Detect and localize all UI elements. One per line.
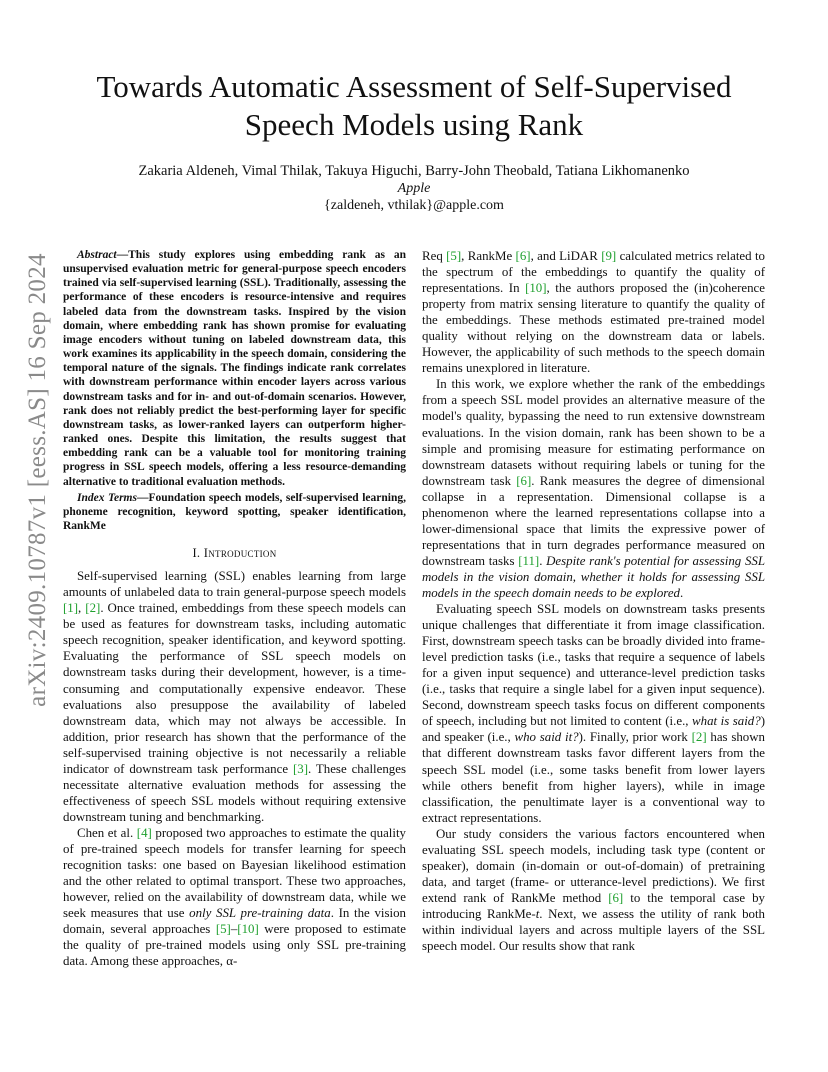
intro-paragraph-4: In this work, we explore whether the rank of the embeddings from a speech SSL model provides an alternative measure of the model's quality, bypassing the need to run extensive downstream evaluations. In the vision domain, rank has been shown to be a simple and promising measure for estimating performance on downstream datasets without requiring labels or tuning for the downstream task [6]. Rank measures the degree of dimensional collapse in a representation. Dimensional collapse is a phenomenon where the learned representations collapse into a lower-dimensional space that limits the expressive power of representations that in turn degrades performance measured on downstream tasks [11]. Despite rank's potential for assessing SSL models in the vision domain, whether it holds for assessing SSL models in the speech domain needs to be explored. [422,377,766,600]
author-email: {zaldeneh, vthilak}@apple.com [324,198,504,213]
index-terms-label: Index Terms [77,491,137,504]
citation-link[interactable]: [6] [515,249,531,263]
intro-paragraph-5: Evaluating speech SSL models on downstream tasks presents unique challenges that differentiate it from image classification. First, downstream speech tasks can be broadly divided into frame-level prediction tasks (i.e., tasks that require a sequence of labels for a given input sequence) and utterance-level prediction tasks (i.e., tasks that require a single label for a given input sequence). Second, downstream speech tasks focus on different components of speech, including but not limited to content (i.e., what is said?) and speaker (i.e., who said it?). Finally, prior work [2] has shown that different downstream tasks favor different layers from the speech SSL model (i.e., some tasks benefit from lower layers while others benefit from higher layers), while in image classification, the penultimate layer is a conventional way to extract representations. [422,602,765,825]
citation-link[interactable]: [1] [63,601,79,616]
citation-link[interactable]: [9] [601,249,617,263]
citation-link[interactable]: [3] [292,761,308,776]
intro-paragraph-3: Req [5], RankMe [6], and LiDAR [9] calculated metrics related to the spectrum of the embeddings to quantify the quality of representations. In [10], the authors proposed the (in)coherence property from matrix sensing literature to quantify the quality of the embeddings. These methods estimated pre-trained model quality without relying on the downstream data or labels. However, the applicability of such methods to the speech domain remains unexplored in literature. [422,249,765,376]
citation-link[interactable]: [5] [446,249,462,263]
citation-link[interactable]: [10] [237,922,259,937]
abstract-label: Abstract [77,249,117,261]
affiliation: Apple [397,181,431,196]
citation-link[interactable]: [6] [608,890,624,905]
citation-link[interactable]: [4] [136,825,152,840]
citation-link[interactable]: [2] [85,601,101,616]
index-terms-text: —Foundation speech models, self-supervised learning, phoneme recognition, keyword spotting, speaker identification, RankMe [63,491,406,532]
abstract [63,248,406,489]
citation-link[interactable]: [5] [215,922,231,937]
intro-paragraph-6: Our study considers the various factors encountered when evaluating SSL speech models, including task type (content or speaker), domain (in-domain or out-of-domain) of pretraining data, and target (frame- or utterance-level predictions). We first extend rank of RankMe method [6] to the temporal case by introducing RankMe-t. Next, we assess the utility of rank both within individual layers and across multiple layers of the SSL speech model. Our results show that rank [422,826,765,954]
author-list: Zakaria Aldeneh, Vimal Thilak, Takuya Higuchi, Barry-John Theobald, Tatiana Likhomanenko [138,163,690,179]
left-column [63,248,406,969]
intro-paragraph-2: Chen et al. [4] proposed two approaches to estimate the quality of pre-trained speech models for transfer learning for speech recognition tasks: one based on Bayesian likelihood estimation and the other related to optimal transport. These two approaches, however, relied on the availability of downstream data, while we seek measures that use only SSL pre-training data. In the vision domain, several approaches [5]–[10] were proposed to estimate the quality of pre-trained models using only SSL pre-training data. Among these approaches, α- [63,825,406,969]
arxiv-identifier-stamp [20,253,56,707]
arxiv-stamp-text: arXiv:2409.10787v1 [eess.AS] 16 Sep 2024 [24,253,52,707]
abstract-text: —This study explores using embedding rank as an unsupervised evaluation metric for general-purpose speech encoders trained via self-supervised learning (SSL). Traditionally, assessing the performance of these encoders is resource-intensive and requires labeled data from the downstream tasks. Inspired by the vision domain, where embedding rank has shown promise for evaluating image encoders without tuning on labeled downstream data, this work examines its applicability in the speech domain, considering the temporal nature of the signals. The findings indicate rank correlates with downstream performance within encoder layers across various downstream tasks and for in- and out-of-domain scenarios. However, rank does not reliably predict the best-performing layer for specific downstream tasks, as lower-ranked layers can outperform higher-ranked ones. Despite this limitation, the results suggest that embedding rank can be a valuable tool for monitoring training progress in SSL speech models, offering a less resource-demanding alternative to traditional evaluation methods. [63,249,406,488]
intro-paragraph-1: Self-supervised learning (SSL) enables learning from large amounts of unlabeled data to train general-purpose speech models [1], [2]. Once trained, embeddings from these speech models can be used as features for downstream tasks, including automatic speech recognition, speaker identification, and keyword spotting. Evaluating the performance of SSL speech models on downstream tasks during their development, however, is a time-consuming and computationally expensive endeavor. These evaluations also presuppose the availability of labeled downstream data, which may not always be accessible. In addition, prior research has shown that the performance of the self-supervised training objective is not necessarily a reliable indicator of downstream task performance [3]. These challenges necessitate alternative evaluation methods for assessing the effectiveness of speech SSL models without requiring extensive downstream tuning and benchmarking. [63,569,406,824]
title-line-2: Speech Models using Rank [244,107,584,142]
section-heading-introduction: I. Introduction [192,546,277,561]
title-line-1: Towards Automatic Assessment of Self-Supervised [96,69,732,104]
index-terms [63,491,406,533]
citation-link[interactable]: [10] [525,281,547,296]
right-column [422,248,765,954]
citation-link[interactable]: [11] [518,553,540,568]
citation-link[interactable]: [2] [691,730,707,745]
paper-title [60,68,768,144]
citation-link[interactable]: [6] [516,473,532,488]
